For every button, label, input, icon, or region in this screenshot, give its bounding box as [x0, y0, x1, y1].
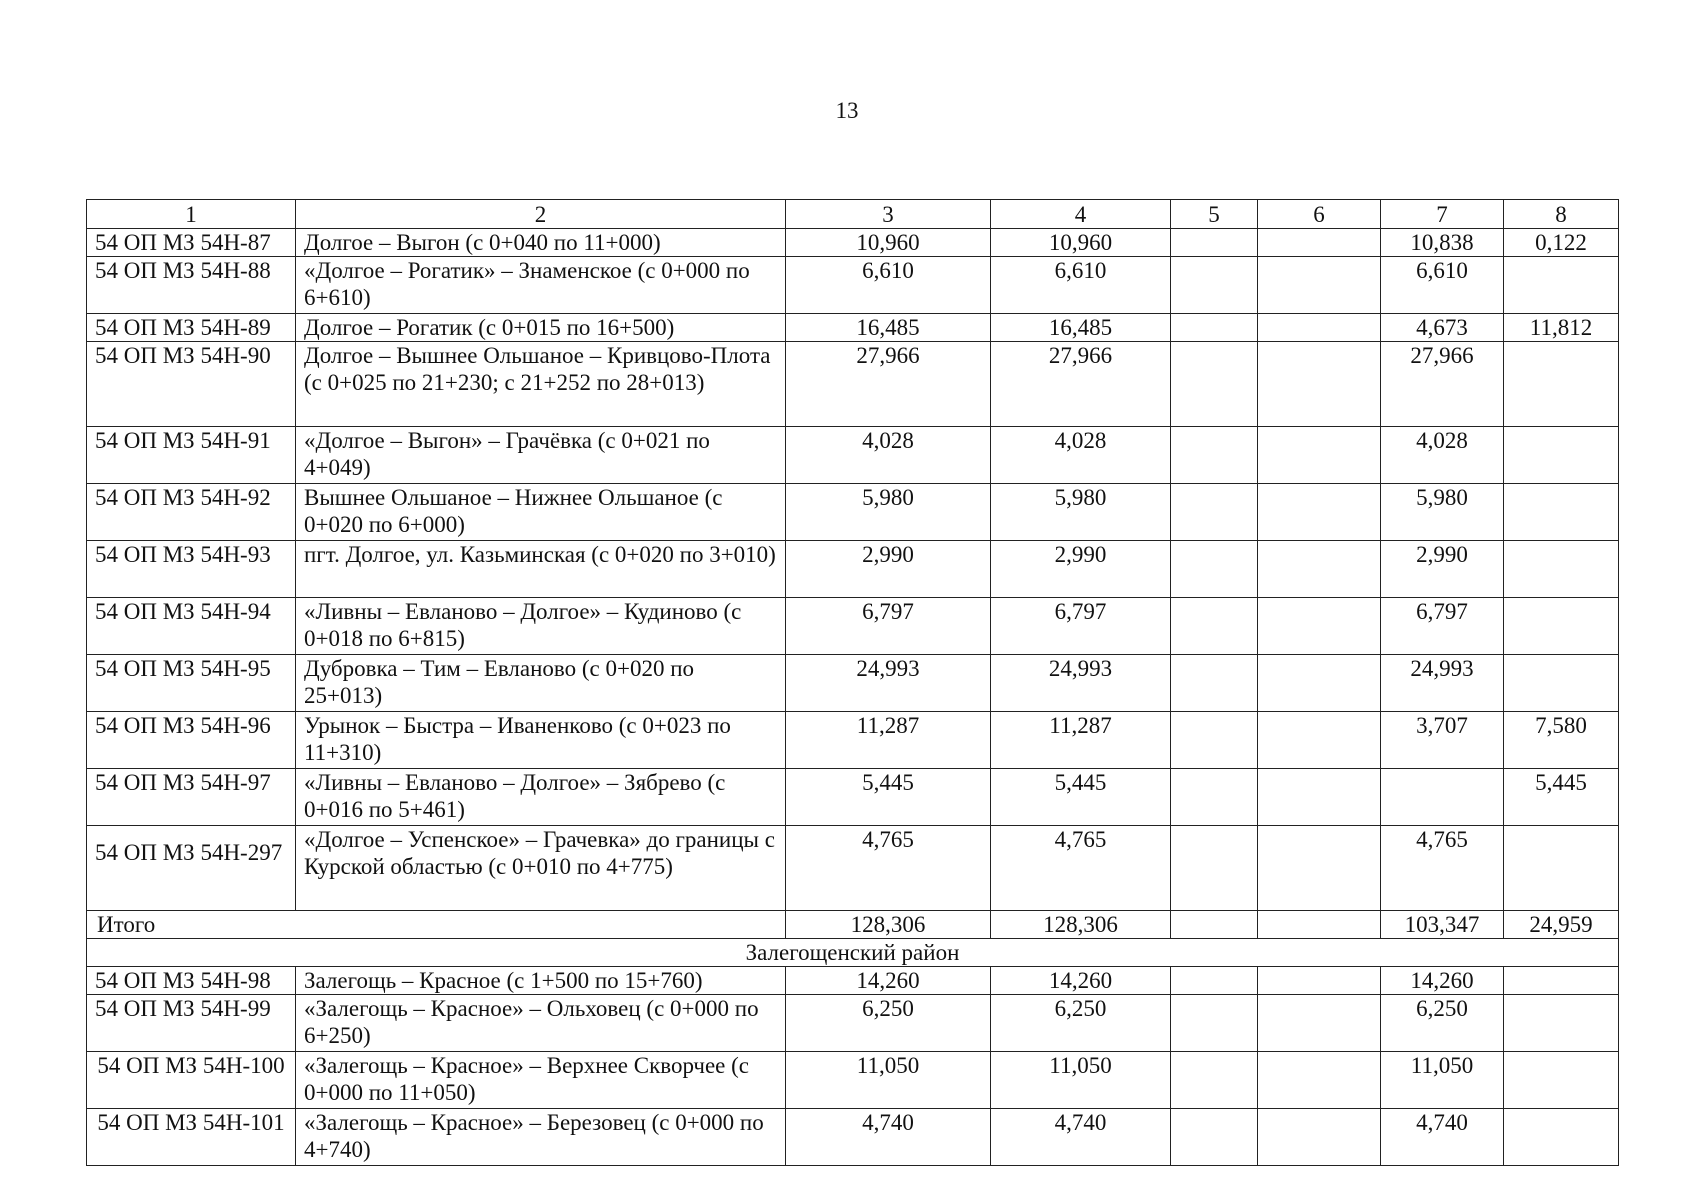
- col6-value: [1258, 314, 1381, 342]
- col3-value: 6,250: [786, 995, 991, 1052]
- col6-value: [1258, 598, 1381, 655]
- col6-value: [1258, 229, 1381, 257]
- col5-value: [1171, 655, 1258, 712]
- col8-value: [1504, 541, 1619, 598]
- col5-value: [1171, 1109, 1258, 1166]
- col3-value: 4,740: [786, 1109, 991, 1166]
- col3-value: 27,966: [786, 342, 991, 427]
- header-cell: 6: [1258, 200, 1381, 229]
- col6-value: [1258, 1109, 1381, 1166]
- road-name: Долгое – Вышнее Ольшаное – Кривцово-Плота (с 0+025 по 21+230; с 21+252 по 28+013): [296, 342, 786, 427]
- col4-value: 6,797: [991, 598, 1171, 655]
- road-code: 54 ОП МЗ 54Н-90: [87, 342, 296, 427]
- col7-value: 14,260: [1381, 967, 1504, 995]
- col4-value: 11,287: [991, 712, 1171, 769]
- col7-value: 11,050: [1381, 1052, 1504, 1109]
- road-code: 54 ОП МЗ 54Н-99: [87, 995, 296, 1052]
- road-code: 54 ОП МЗ 54Н-98: [87, 967, 296, 995]
- col8-value: [1504, 342, 1619, 427]
- table-row: [87, 712, 1619, 769]
- total-row: [87, 911, 1619, 939]
- col8-value: [1504, 598, 1619, 655]
- road-name: «Залегощь – Красное» – Ольховец (с 0+000 по 6+250): [296, 995, 786, 1052]
- road-name: «Залегощь – Красное» – Верхнее Скворчее (с 0+000 по 11+050): [296, 1052, 786, 1109]
- header-cell: 5: [1171, 200, 1258, 229]
- district-title: Залегощенский район: [87, 939, 1619, 967]
- col6-value: [1258, 769, 1381, 826]
- col8-value: [1504, 995, 1619, 1052]
- road-code: 54 ОП МЗ 54Н-97: [87, 769, 296, 826]
- header-cell: 7: [1381, 200, 1504, 229]
- header-cell: 3: [786, 200, 991, 229]
- col7-value: 4,765: [1381, 826, 1504, 911]
- road-name: Долгое – Выгон (с 0+040 по 11+000): [296, 229, 786, 257]
- col7-value: 3,707: [1381, 712, 1504, 769]
- col4-value: 14,260: [991, 967, 1171, 995]
- col4-value: 27,966: [991, 342, 1171, 427]
- col5-value: [1171, 229, 1258, 257]
- col5-value: [1171, 995, 1258, 1052]
- col4-value: 24,993: [991, 655, 1171, 712]
- road-name: Дубровка – Тим – Евланово (с 0+020 по 25+013): [296, 655, 786, 712]
- road-code: 54 ОП МЗ 54Н-96: [87, 712, 296, 769]
- road-code: 54 ОП МЗ 54Н-101: [87, 1109, 296, 1166]
- col5-value: [1171, 967, 1258, 995]
- col6-value: [1258, 967, 1381, 995]
- col6-value: [1258, 484, 1381, 541]
- table-row: [87, 484, 1619, 541]
- col4-value: 16,485: [991, 314, 1171, 342]
- col7-value: 10,838: [1381, 229, 1504, 257]
- table-row: [87, 967, 1619, 995]
- col6-value: [1258, 541, 1381, 598]
- page-number: 13: [835, 98, 859, 123]
- roads-table: [86, 199, 1619, 1166]
- col8-value: 0,122: [1504, 229, 1619, 257]
- col6-value: [1258, 655, 1381, 712]
- header-cell: 2: [296, 200, 786, 229]
- road-code: 54 ОП МЗ 54Н-94: [87, 598, 296, 655]
- col3-value: 5,980: [786, 484, 991, 541]
- col6-value: [1258, 427, 1381, 484]
- col4-value: 2,990: [991, 541, 1171, 598]
- col6-value: [1258, 1052, 1381, 1109]
- col3-value: 14,260: [786, 967, 991, 995]
- total-col5: [1171, 911, 1258, 939]
- road-code: 54 ОП МЗ 54Н-93: [87, 541, 296, 598]
- header-cell: 8: [1504, 200, 1619, 229]
- road-name: «Ливны – Евланово – Долгое» – Кудиново (с 0+018 по 6+815): [296, 598, 786, 655]
- col3-value: 24,993: [786, 655, 991, 712]
- col5-value: [1171, 826, 1258, 911]
- road-code: 54 ОП МЗ 54Н-92: [87, 484, 296, 541]
- road-name: «Долгое – Успенское» – Грачевка» до границы с Курской областью (с 0+010 по 4+775): [296, 826, 786, 911]
- col3-value: 2,990: [786, 541, 991, 598]
- road-name: «Залегощь – Красное» – Березовец (с 0+000 по 4+740): [296, 1109, 786, 1166]
- table-row: [87, 229, 1619, 257]
- col4-value: 11,050: [991, 1052, 1171, 1109]
- total-col6: [1258, 911, 1381, 939]
- col8-value: [1504, 484, 1619, 541]
- road-name: «Долгое – Рогатик» – Знаменское (с 0+000 по 6+610): [296, 257, 786, 314]
- col5-value: [1171, 342, 1258, 427]
- table-row: [87, 427, 1619, 484]
- col7-value: 2,990: [1381, 541, 1504, 598]
- total-col8: 24,959: [1504, 911, 1619, 939]
- col3-value: 11,287: [786, 712, 991, 769]
- road-name: пгт. Долгое, ул. Казьминская (с 0+020 по 3+010): [296, 541, 786, 598]
- table-row: [87, 995, 1619, 1052]
- col3-value: 10,960: [786, 229, 991, 257]
- col5-value: [1171, 484, 1258, 541]
- district-row: [87, 939, 1619, 967]
- col3-value: 4,765: [786, 826, 991, 911]
- table-row: [87, 598, 1619, 655]
- col8-value: 5,445: [1504, 769, 1619, 826]
- col4-value: 4,765: [991, 826, 1171, 911]
- col8-value: [1504, 967, 1619, 995]
- col7-value: 6,250: [1381, 995, 1504, 1052]
- col8-value: [1504, 1109, 1619, 1166]
- col7-value: 24,993: [1381, 655, 1504, 712]
- road-name: «Долгое – Выгон» – Грачёвка (с 0+021 по 4+049): [296, 427, 786, 484]
- col4-value: 4,028: [991, 427, 1171, 484]
- col8-value: [1504, 427, 1619, 484]
- col3-value: 6,610: [786, 257, 991, 314]
- header-row: [87, 200, 1619, 229]
- col7-value: 5,980: [1381, 484, 1504, 541]
- col6-value: [1258, 257, 1381, 314]
- road-code: 54 ОП МЗ 54Н-95: [87, 655, 296, 712]
- col7-value: 6,797: [1381, 598, 1504, 655]
- road-code: 54 ОП МЗ 54Н-87: [87, 229, 296, 257]
- table-row: [87, 1109, 1619, 1166]
- col7-value: 4,028: [1381, 427, 1504, 484]
- col3-value: 16,485: [786, 314, 991, 342]
- col4-value: 10,960: [991, 229, 1171, 257]
- road-name: Долгое – Рогатик (с 0+015 по 16+500): [296, 314, 786, 342]
- col3-value: 5,445: [786, 769, 991, 826]
- col8-value: 11,812: [1504, 314, 1619, 342]
- col3-value: 6,797: [786, 598, 991, 655]
- road-code: 54 ОП МЗ 54Н-89: [87, 314, 296, 342]
- col4-value: 6,250: [991, 995, 1171, 1052]
- col5-value: [1171, 1052, 1258, 1109]
- col6-value: [1258, 995, 1381, 1052]
- col5-value: [1171, 541, 1258, 598]
- col7-value: 4,673: [1381, 314, 1504, 342]
- header-cell: 1: [87, 200, 296, 229]
- col5-value: [1171, 598, 1258, 655]
- col4-value: 6,610: [991, 257, 1171, 314]
- col5-value: [1171, 314, 1258, 342]
- col8-value: 7,580: [1504, 712, 1619, 769]
- total-col7: 103,347: [1381, 911, 1504, 939]
- col3-value: 11,050: [786, 1052, 991, 1109]
- col4-value: 5,980: [991, 484, 1171, 541]
- road-name: «Ливны – Евланово – Долгое» – Зябрево (с 0+016 по 5+461): [296, 769, 786, 826]
- col4-value: 4,740: [991, 1109, 1171, 1166]
- table-row: [87, 257, 1619, 314]
- table-row: [87, 342, 1619, 427]
- col5-value: [1171, 257, 1258, 314]
- road-code: 54 ОП МЗ 54Н-100: [87, 1052, 296, 1109]
- road-name: Вышнее Ольшаное – Нижнее Ольшаное (с 0+020 по 6+000): [296, 484, 786, 541]
- road-name: Залегощь – Красное (с 1+500 по 15+760): [296, 967, 786, 995]
- road-code: 54 ОП МЗ 54Н-91: [87, 427, 296, 484]
- road-code: 54 ОП МЗ 54Н-88: [87, 257, 296, 314]
- total-col4: 128,306: [991, 911, 1171, 939]
- header-cell: 4: [991, 200, 1171, 229]
- table-row: [87, 1052, 1619, 1109]
- table-row: [87, 541, 1619, 598]
- col5-value: [1171, 427, 1258, 484]
- col7-value: [1381, 769, 1504, 826]
- col6-value: [1258, 342, 1381, 427]
- table-row: [87, 826, 1619, 911]
- col8-value: [1504, 1052, 1619, 1109]
- col7-value: 4,740: [1381, 1109, 1504, 1166]
- road-name: Урынок – Быстра – Иваненково (с 0+023 по 11+310): [296, 712, 786, 769]
- total-label: Итого: [87, 911, 786, 939]
- col3-value: 4,028: [786, 427, 991, 484]
- col7-value: 6,610: [1381, 257, 1504, 314]
- col8-value: [1504, 655, 1619, 712]
- col6-value: [1258, 712, 1381, 769]
- col5-value: [1171, 769, 1258, 826]
- table-row: [87, 769, 1619, 826]
- col8-value: [1504, 257, 1619, 314]
- col4-value: 5,445: [991, 769, 1171, 826]
- total-col3: 128,306: [786, 911, 991, 939]
- col5-value: [1171, 712, 1258, 769]
- col7-value: 27,966: [1381, 342, 1504, 427]
- table-row: [87, 314, 1619, 342]
- col8-value: [1504, 826, 1619, 911]
- col6-value: [1258, 826, 1381, 911]
- table-row: [87, 655, 1619, 712]
- road-code: 54 ОП МЗ 54Н-297: [87, 826, 296, 911]
